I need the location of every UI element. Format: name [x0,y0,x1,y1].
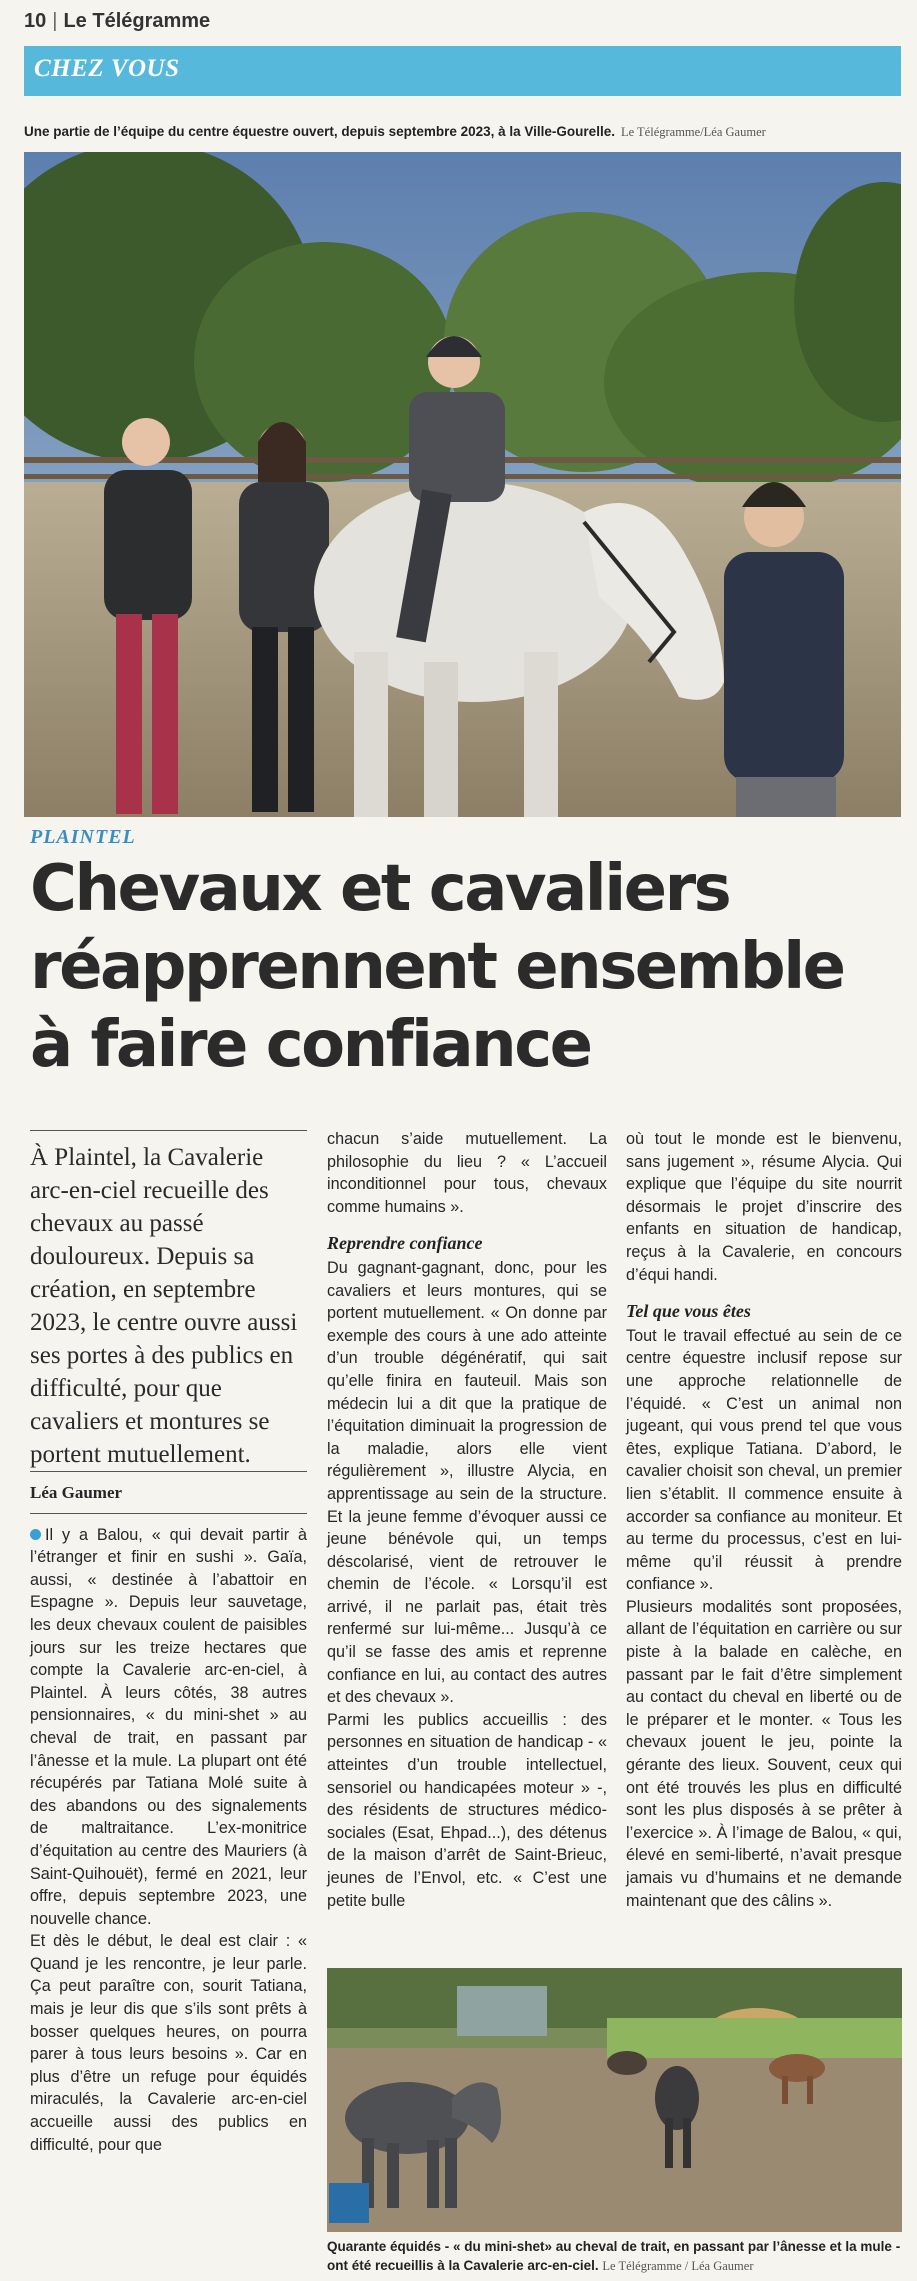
article-column-1 [30,1130,307,2156]
bottom-photo-credit: Le Télégramme / Léa Gaumer [602,2259,754,2273]
page-number: 10 [24,10,47,32]
article-column-3 [626,1128,902,1912]
author-rule [30,1471,307,1472]
col3-intro: où tout le monde est le bienvenu, sans jugement », résume Alycia. Qui explique que l’équipe du site nourrit désormais le projet d’inscrire des enfants en situation de handicap, reçus à la Cavalerie, en concours d’équi handi. [626,1130,902,1284]
header-separator: | [52,10,58,32]
section-bar [24,46,901,96]
article-kicker: PLAINTEL [30,826,136,848]
headline-line-3: à faire confiance [30,1008,591,1082]
chapeau-rule [30,1130,307,1131]
col2-paragraph-2: Parmi les publics accueillis : des personnes en situation de handicap - « atteintes d’un trouble intellectuel, sensoriel ou handicapées moteur » -, des résidents de structures médico-sociales (Esat, Ehpad...), des détenus de la maison d’arrêt de Saint-Brieuc, jeunes de l’Envol, etc. « C’est une petite bulle [327,1710,607,1910]
article-column-2 [327,1128,607,1912]
headline-line-2: réapprennent ensemble [30,930,844,1004]
top-photo-credit: Le Télégramme/Léa Gaumer [620,125,766,139]
article-chapeau: À Plaintel, la Cavalerie arc-en-ciel recueille des chevaux au passé douloureux. Depuis sa création, en septembre 2023, le centre ouvre aussi ses portes à des publics en difficulté, pour que cavaliers et montures se portent mutuellement. [30,1144,298,1468]
col1-paragraph-1 [30,1524,307,1931]
top-caption-text: Une partie de l’équipe du centre équestre ouvert, depuis septembre 2023, à la Ville-Gourelle. [24,124,615,139]
col3-paragraph-2: Plusieurs modalités sont proposées, allant de l’équitation en carrière ou sur piste à la balade en calèche, en passant par le fait d’être simplement au contact du cheval en liberté ou de le préparer et le monter. « Tous les chevaux jouent le jeu, pointe la gérante des lieux. Souvent, ceux qui ont été trouvés les plus en difficulté sont les plus disposés à se prêter à l’exercice ». À l’image de Balou, « qui, élevé en semi-liberté, n’avait presque jamais vu d’humains et ne demande maintenant que des câlins ». [626,1597,902,1910]
hero-photo [24,152,901,817]
page-header [24,10,210,36]
top-photo-caption [24,124,901,140]
subhead-tel-que-vous-etes: Tel que vous êtes [626,1301,751,1322]
bottom-photo [327,1968,902,2232]
col1-paragraph-2: Et dès le début, le deal est clair : « Quand je les rencontre, je leur parle. Ça peut paraître con, sourit Tatiana, mais je leur dis que s’ils sont prêts à bosser quelques heures, on pourra parer à tous leurs besoins ». Car en plus d’être un refuge pour équidés miraculés, la Cavalerie arc-en-ciel accueille aussi des publics en difficulté, pour que [30,1932,307,2154]
article-author: Léa Gaumer [30,1483,123,1502]
bottom-photo-caption [327,2237,902,2276]
col2-intro: chacun s’aide mutuellement. La philosophie du lieu ? « L’accueil inconditionnel pour tous, chevaux comme humains ». [327,1130,607,1216]
subhead-reprendre-confiance: Reprendre confiance [327,1233,483,1254]
bullet-dot-icon [30,1529,41,1540]
publication-name: Le Télégramme [63,10,211,32]
col2-paragraph-1: Du gagnant-gagnant, donc, pour les cavaliers et leurs montures, qui se portent mutuellement. « On donne par exemple des cours à une ado atteinte d’un trouble dégénératif, qui sait qu’elle finira en fauteuil. Mais son médecin lui a dit que la pratique de l’équitation diminuait la progression de la maladie, alors elle vient régulièrement », illustre Alycia, en apprentissage au sein de la structure. Et la jeune femme d’évoquer aussi ce jeune bénévole qui, un temps déscolarisé, vient de retrouver le chemin de l’école. « Lorsqu’il est arrivé, il ne parlait pas, était très renfermé sur lui-même... Jusqu’à ce qu’il se fasse des amis et reprenne confiance en lui, au contact des autres et des chevaux ». [327,1258,607,1707]
author-rule-bottom [30,1513,307,1514]
article-headline [30,850,890,1084]
section-title: CHEZ VOUS [34,55,180,82]
hero-photo-illustration [24,152,901,817]
col1-paragraph-1-text: Il y a Balou, « qui devait partir à l’étranger et finir en sushi ». Gaïa, aussi, « destinée à l’abattoir en Espagne ». Depuis leur sauvetage, les deux chevaux coulent de paisibles jours sur les treize hectares que compte la Cavalerie arc-en-ciel, à Plaintel. À leurs côtés, 38 autres pensionnaires, « du mini-shet » au cheval de trait, en passant par l’ânesse et la mule. La plupart ont été récupérés par Tatiana Molé suite à des abandons ou des signalements de maltraitance. L’ex-monitrice d’équitation au centre des Mauriers (à Saint-Quihouët), fermé en 2021, leur offre, depuis septembre 2023, une nouvelle chance. [30,1525,307,1928]
headline-line-1: Chevaux et cavaliers [30,852,730,926]
bottom-caption-text: Quarante équidés - « du mini-shet» au cheval de trait, en passant par l’ânesse et la mule - ont été recueillis à la Cavalerie arc-en-ciel. [327,2239,901,2273]
bottom-photo-illustration [327,1968,902,2232]
col3-paragraph-1: Tout le travail effectué au sein de ce centre équestre inclusif repose sur une approche relationnelle de l’équidé. « C’est un animal non jugeant, qui vous prend tel que vous êtes, explique Tatiana. D’abord, le cavalier choisit son cheval, un premier lien s’établit. Il commence ensuite à accorder sa confiance au moniteur. Et au terme du processus, c’est en lui-même qu’il réussit à prendre confiance ». [626,1326,902,1594]
